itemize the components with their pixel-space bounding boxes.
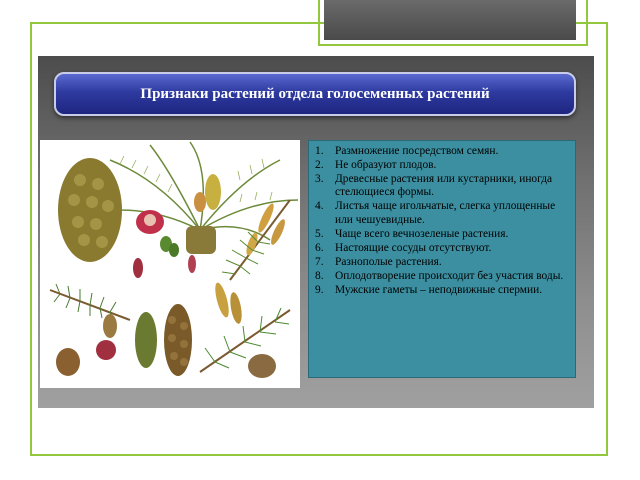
frame-line-bottom — [30, 454, 608, 456]
title-banner — [54, 72, 576, 116]
frame-line-right — [606, 22, 608, 456]
conifer-illustration — [40, 140, 300, 388]
list-item: 4. Листья чаще игольчатые, слегка уплощенные или чешуевидные. — [315, 200, 556, 226]
header-decoration-box — [324, 0, 576, 40]
list-item: 1. Размножение посредством семян. — [315, 145, 499, 157]
features-list — [315, 145, 569, 297]
list-item: 9. Мужские гаметы – неподвижные спермии. — [315, 283, 543, 296]
frame-line-header — [318, 44, 586, 46]
features-list-box — [308, 140, 576, 378]
frame-line-header-right — [586, 0, 588, 46]
list-item: 6. Настоящие сосуды отсутствуют. — [315, 241, 492, 254]
slide-title: Признаки растений отдела голосеменных растений — [140, 85, 490, 102]
list-item: 8. Оплодотворение происходит без участия воды. — [315, 269, 564, 282]
list-item: 7. Разнополые растения. — [315, 255, 442, 268]
conifer-illustration-graphic — [40, 140, 300, 388]
list-item: 5. Чаще всего вечнозеленые растения. — [315, 227, 509, 240]
frame-line-left — [30, 22, 32, 456]
list-item: 3. Древесные растения или кустарники, иногда стелющиеся формы. — [315, 173, 553, 199]
list-item: 2. Не образуют плодов. — [315, 159, 437, 171]
frame-line-header-left — [318, 0, 320, 46]
